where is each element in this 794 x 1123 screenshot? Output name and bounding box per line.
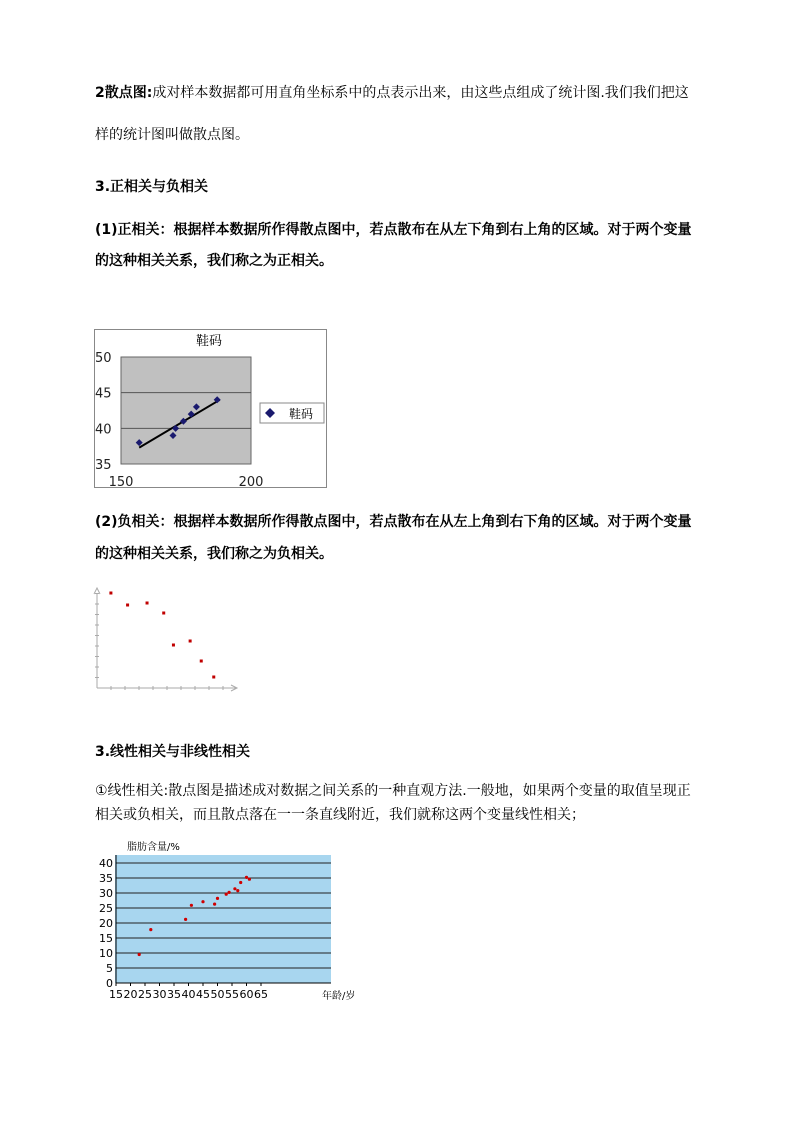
shoe-size-chart (94, 329, 327, 488)
chart-title: 鞋码 (195, 334, 223, 349)
data-point (138, 953, 141, 956)
heading-linear-nonlinear: 3.线性相关与非线性相关 (95, 744, 251, 760)
data-point (212, 676, 215, 679)
x-tick-label: 65 (254, 988, 268, 1001)
fat-age-chart (94, 838, 372, 1006)
y-tick-label: 15 (99, 932, 113, 945)
data-point (248, 878, 251, 881)
negative-scatter-chart (88, 585, 243, 697)
plot-area (115, 855, 331, 983)
y-axis-label: 脂肪含量/% (127, 842, 180, 853)
x-tick-label: 55 (225, 988, 239, 1001)
x-tick-label: 60 (239, 988, 254, 1001)
data-point (228, 891, 231, 894)
data-point (213, 903, 216, 906)
legend-label: 鞋码 (289, 407, 314, 421)
fat-age-chart-svg (94, 838, 372, 1006)
data-point (146, 602, 149, 605)
y-tick-label: 20 (99, 917, 113, 930)
data-point (162, 612, 165, 615)
y-tick-label: 35 (95, 458, 112, 473)
data-point (201, 900, 204, 903)
y-tick-label: 40 (95, 422, 112, 438)
data-point (225, 893, 228, 896)
shoe-size-chart-svg (94, 329, 327, 488)
y-tick-label: 50 (95, 351, 112, 366)
x-tick-label: 200 (238, 475, 264, 488)
y-tick-label: 45 (95, 386, 112, 402)
x-tick-label: 15 (109, 988, 123, 1001)
heading-positive-negative: 3.正相关与负相关 (95, 179, 209, 195)
linear-definition-line1: ①线性相关:散点图是描述成对数据之间关系的一种直观方法.一般地，如果两个变量的取值呈现正 (95, 783, 691, 799)
linear-definition-line2: 相关或负相关，而且散点落在一一条直线附近，我们就称这两个变量线性相关； (95, 807, 585, 823)
data-point (126, 604, 129, 607)
x-axis-label: 年龄/岁 (322, 991, 356, 1002)
x-tick-label: 20 (123, 988, 138, 1001)
data-point (190, 904, 193, 907)
data-point (236, 889, 239, 892)
term-scatter: 2散点图: (95, 85, 153, 101)
y-tick-label: 40 (99, 857, 113, 870)
data-point (172, 644, 175, 647)
x-tick-label: 50 (210, 988, 225, 1001)
paragraph-scatter-intro (95, 84, 705, 102)
scatter-definition-line2: 样的统计图叫做散点图。 (95, 127, 249, 143)
y-tick-label: 5 (106, 962, 113, 975)
data-point (239, 881, 242, 884)
negative-scatter-svg (88, 585, 243, 697)
x-tick-label: 150 (108, 475, 134, 488)
data-point (200, 660, 203, 663)
negative-definition-line2: 的这种相关关系，我们称之为负相关。 (95, 546, 333, 562)
y-tick-label: 35 (99, 872, 113, 885)
data-point (184, 918, 187, 921)
data-point (149, 928, 152, 931)
x-tick-label: 30 (152, 988, 167, 1001)
x-tick-label: 45 (196, 988, 210, 1001)
data-point (109, 592, 112, 595)
y-tick-label: 30 (99, 887, 113, 900)
y-tick-label: 25 (99, 902, 113, 915)
y-tick-label: 10 (99, 947, 113, 960)
y-tick-label: 0 (106, 977, 113, 990)
x-tick-label: 25 (138, 988, 152, 1001)
data-point (216, 897, 219, 900)
positive-definition-line1: (1)正相关：根据样本数据所作得散点图中，若点散布在从左下角到右上角的区域。对于两个变量 (95, 222, 692, 238)
x-tick-label: 40 (181, 988, 196, 1001)
scatter-definition-text: 成对样本数据都可用直角坐标系中的点表示出来，由这些点组成了统计图.我们我们把这 (152, 85, 689, 101)
data-point (245, 876, 248, 879)
negative-definition-line1: (2)负相关：根据样本数据所作得散点图中，若点散布在从左上角到右下角的区域。对于两个变量 (95, 514, 692, 530)
positive-definition-line2: 的这种相关关系，我们称之为正相关。 (95, 253, 333, 269)
data-point (189, 640, 192, 643)
data-point (233, 887, 236, 890)
x-tick-label: 35 (167, 988, 181, 1001)
